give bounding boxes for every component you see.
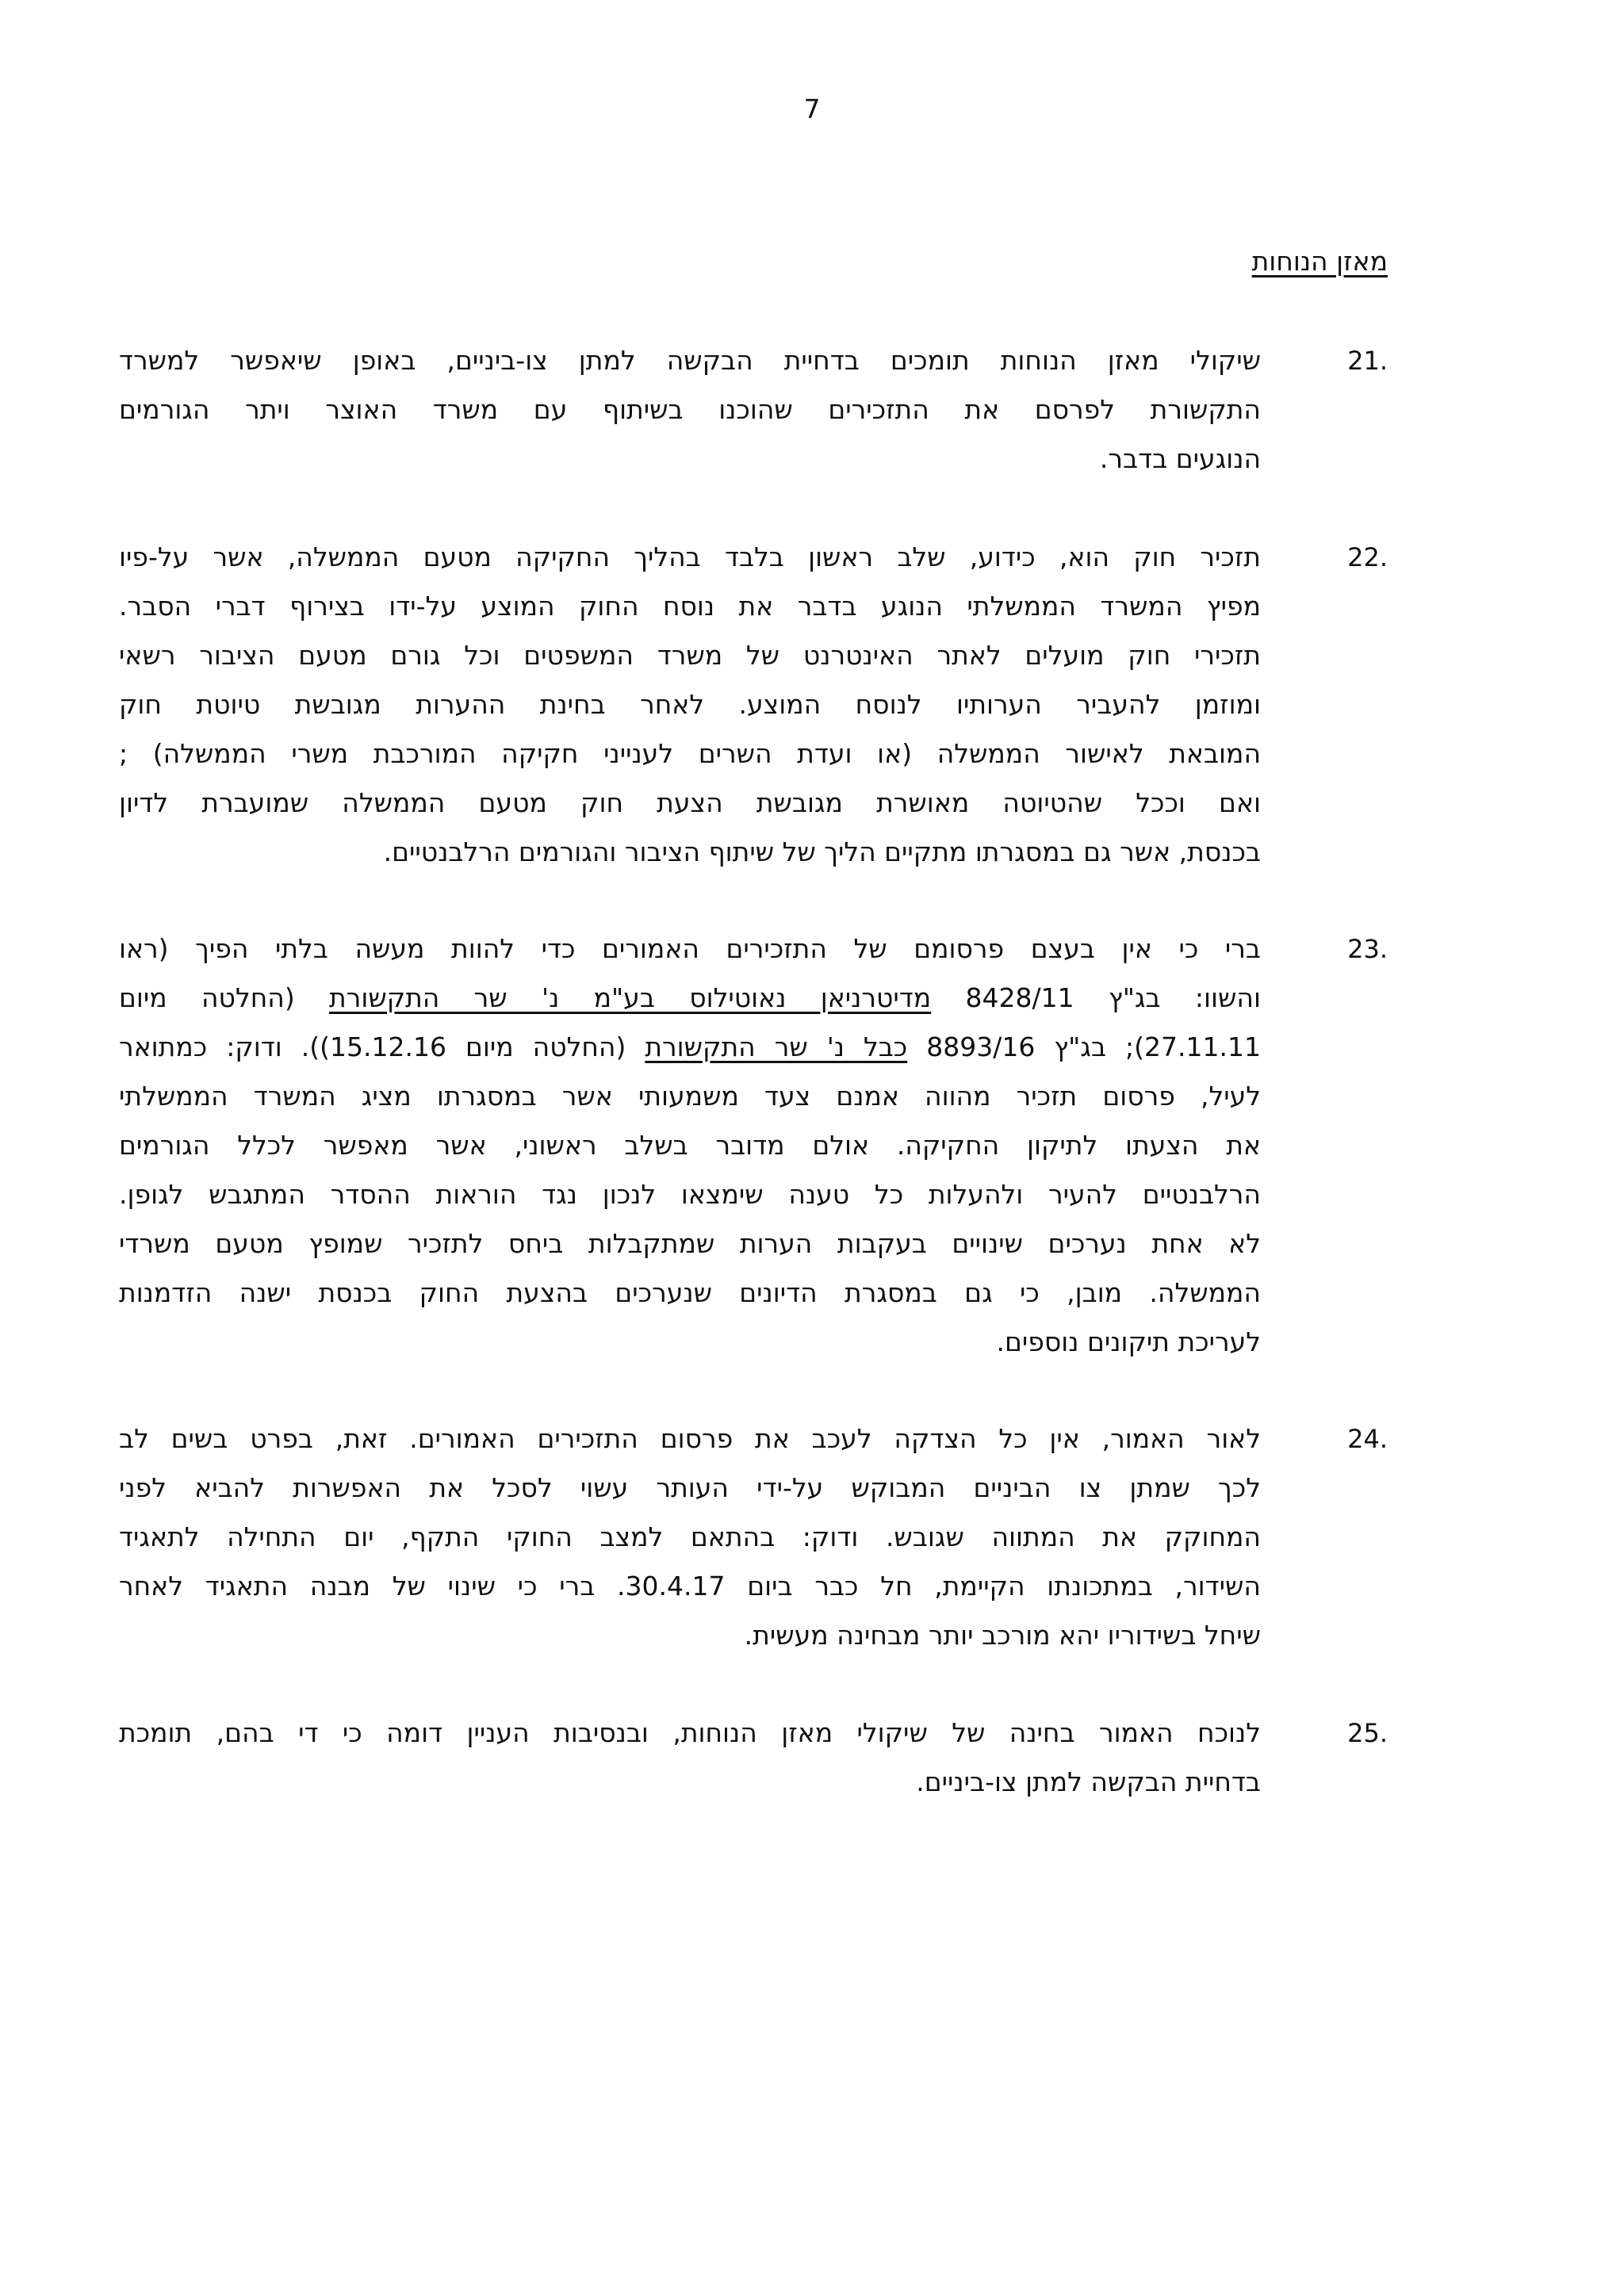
text-line: הנוגעים בדבר. [1099,443,1261,474]
text-line: את הצעתו לתיקון החקיקה. אולם מדובר בשלב ראשוני, אשר מאפשר לכלל הגורמים [119,1130,1261,1161]
paragraph-text [119,1414,1261,1660]
text-line: השידור, במתכונתו הקיימת, חל כבר ביום 30.4.17. ברי כי שינוי של מבנה התאגיד לאחר [119,1571,1261,1601]
paragraph-number: 23. [1347,934,1388,964]
paragraph-number: 25. [1347,1718,1388,1748]
case-name: מדיטרניאן נאוטילוס בע"מ נ' שר התקשורת [329,982,932,1013]
text-line: הרלבנטיים להעיר ולהעלות כל טענה שימצאו לנכון נגד הוראות ההסדר המתגבש לגופן. [119,1179,1261,1210]
paragraph-text [119,924,1261,1367]
text-line-with-citation [119,1023,1261,1072]
text-line: לעיל, פרסום תזכיר מהווה אמנם צעד משמעותי אשר במסגרתו מציג המשרד הממשלתי [119,1081,1261,1112]
text-line: לנוכח האמור בחינה של שיקולי מאזן הנוחות, ובנסיבות העניין דומה כי די בהם, תומכת [119,1717,1261,1748]
paragraph-text [119,533,1261,877]
text-line: שיקולי מאזן הנוחות תומכים בדחיית הבקשה למתן צו-ביניים, באופן שיאפשר למשרד [119,345,1261,376]
page-number: 7 [803,94,821,124]
text-line: הממשלה. מובן, כי גם במסגרת הדיונים שנערכים בהצעת החוק בכנסת ישנה הזדמנות [119,1277,1261,1308]
text-line: ומוזמן להעביר הערותיו לנוסח המוצע. לאחר בחינת ההערות מגובשת טיוטת חוק [119,689,1261,720]
text-line: המובאת לאישור הממשלה (או ועדת השרים לענייני חקיקה המורכבת משרי הממשלה) ; [119,738,1261,769]
case-name: כבל נ' שר התקשורת [645,1031,908,1062]
paragraph-number: 22. [1347,542,1388,572]
paragraph-text [119,1709,1261,1807]
citation-text: (החלטה מיום [119,982,295,1013]
text-line: לכך שמתן צו הביניים המבוקש על-ידי העותר עשוי לסכל את האפשרות להביא לפני [119,1472,1261,1503]
text-line: לאור האמור, אין כל הצדקה לעכב את פרסום התזכירים האמורים. זאת, בפרט בשים לב [119,1423,1261,1454]
text-line: לעריכת תיקונים נוספים. [996,1326,1261,1357]
paragraph-text [119,336,1261,484]
paragraph-number: 21. [1347,346,1388,376]
text-line: התקשורת לפרסם את התזכירים שהוכנו בשיתוף עם משרד האוצר ויתר הגורמים [119,394,1261,425]
section-heading: מאזן הנוחות [1251,246,1388,277]
text-line: המחוקק את המתווה שגובש. ודוק: בהתאם למצב החוקי התקף, יום התחילה לתאגיד [119,1521,1261,1552]
text-line: לא אחת נערכים שינויים בעקבות הערות שמתקבלות ביחס לתזכיר שמופץ מטעם משרדי [119,1228,1261,1259]
citation-text: 27.11.11); בג"ץ 8893/16 [926,1031,1261,1062]
paragraph-number: 24. [1347,1424,1388,1454]
text-line: ואם וככל שהטיוטה מאושרת מגובשת הצעת חוק מטעם הממשלה שמועברת לדיון [119,787,1261,818]
citation-text: (החלטה מיום 15.12.16)). ודוק: כמתואר [119,1031,626,1062]
text-line: תזכיר חוק הוא, כידוע, שלב ראשון בלבד בהליך החקיקה מטעם הממשלה, אשר על-פיו [119,541,1261,572]
text-line: בדחיית הבקשה למתן צו-ביניים. [916,1766,1261,1797]
text-line: תזכירי חוק מועלים לאתר האינטרנט של משרד המשפטים וכל גורם מטעם הציבור רשאי [119,640,1261,671]
text-line-with-citation [119,974,1261,1023]
citation-text: והשוו: בג"ץ 8428/11 [965,982,1261,1013]
text-line: ברי כי אין בעצם פרסומם של התזכירים האמורים כדי להוות מעשה בלתי הפיך (ראו [119,933,1261,964]
text-line: מפיץ המשרד הממשלתי הנוגע בדבר את נוסח החוק המוצע על-ידו בצירוף דברי הסבר. [119,591,1261,622]
text-line: שיחל בשידוריו יהא מורכב יותר מבחינה מעשית. [744,1620,1261,1651]
text-line: בכנסת, אשר גם במסגרתו מתקיים הליך של שיתוף הציבור והגורמים הרלבנטיים. [383,836,1261,867]
